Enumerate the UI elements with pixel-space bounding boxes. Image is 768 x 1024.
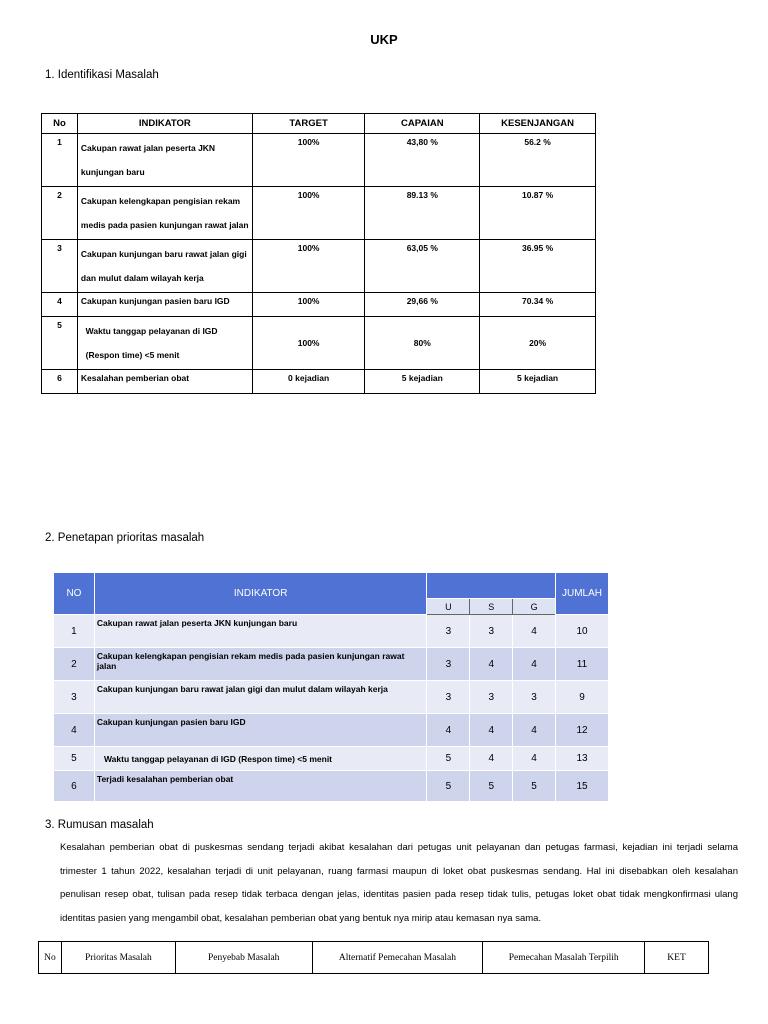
header-u: U xyxy=(427,599,470,615)
table-header-row xyxy=(42,114,596,134)
table-row xyxy=(42,293,596,317)
row-no: 2 xyxy=(42,187,78,240)
row-target: 0 kejadian xyxy=(252,370,365,394)
row-kesenjangan: 56.2 % xyxy=(480,134,596,187)
table-row xyxy=(54,648,609,681)
row-target: 100% xyxy=(252,317,365,370)
row-jumlah: 10 xyxy=(556,615,609,648)
table-row xyxy=(42,317,596,370)
header-capaian: CAPAIAN xyxy=(365,114,480,134)
row-s: 4 xyxy=(470,648,513,681)
header-usg-group xyxy=(427,573,556,599)
row-no: 6 xyxy=(54,771,95,802)
row-indikator: Waktu tanggap pelayanan di IGD (Respon time) <5 menit xyxy=(77,317,252,370)
row-no: 3 xyxy=(54,681,95,714)
header-s: S xyxy=(470,599,513,615)
row-no: 5 xyxy=(42,317,78,370)
row-g: 3 xyxy=(513,681,556,714)
row-g: 4 xyxy=(513,615,556,648)
row-indikator: Waktu tanggap pelayanan di IGD (Respon time) <5 menit xyxy=(94,747,427,771)
row-u: 5 xyxy=(427,747,470,771)
identification-table xyxy=(41,113,596,394)
priority-table xyxy=(53,572,609,802)
header-no: NO xyxy=(54,573,95,615)
row-jumlah: 15 xyxy=(556,771,609,802)
table-header-row xyxy=(54,573,609,599)
row-kesenjangan: 70.34 % xyxy=(480,293,596,317)
header-indikator: INDIKATOR xyxy=(77,114,252,134)
section3-heading: 3. Rumusan masalah xyxy=(45,819,154,831)
header-ket: KET xyxy=(645,942,709,974)
row-s: 3 xyxy=(470,615,513,648)
table-row xyxy=(54,771,609,802)
row-target: 100% xyxy=(252,134,365,187)
row-no: 4 xyxy=(54,714,95,747)
row-indikator: Cakupan kunjungan baru rawat jalan gigi dan mulut dalam wilayah kerja xyxy=(94,681,427,714)
row-target: 100% xyxy=(252,187,365,240)
header-alternatif-pemecahan: Alternatif Pemecahan Masalah xyxy=(312,942,483,974)
table-row xyxy=(54,747,609,771)
row-indikator: Kesalahan pemberian obat xyxy=(77,370,252,394)
row-kesenjangan: 10.87 % xyxy=(480,187,596,240)
header-target: TARGET xyxy=(252,114,365,134)
row-capaian: 89.13 % xyxy=(365,187,480,240)
row-indikator: Cakupan kunjungan baru rawat jalan gigi dan mulut dalam wilayah kerja xyxy=(77,240,252,293)
table-row xyxy=(42,240,596,293)
row-indikator: Terjadi kesalahan pemberian obat xyxy=(94,771,427,802)
header-jumlah: JUMLAH xyxy=(556,573,609,615)
row-indikator: Cakupan rawat jalan peserta JKN kunjungan baru xyxy=(94,615,427,648)
row-g: 4 xyxy=(513,714,556,747)
row-target: 100% xyxy=(252,240,365,293)
row-capaian: 29,66 % xyxy=(365,293,480,317)
row-jumlah: 13 xyxy=(556,747,609,771)
row-no: 2 xyxy=(54,648,95,681)
header-indikator: INDIKATOR xyxy=(94,573,427,615)
row-u: 3 xyxy=(427,648,470,681)
row-no: 3 xyxy=(42,240,78,293)
table-row xyxy=(42,134,596,187)
problem-solving-table xyxy=(38,941,709,974)
row-s: 4 xyxy=(470,714,513,747)
row-no: 5 xyxy=(54,747,95,771)
row-target: 100% xyxy=(252,293,365,317)
row-no: 1 xyxy=(42,134,78,187)
header-no: No xyxy=(39,942,62,974)
header-penyebab-masalah: Penyebab Masalah xyxy=(175,942,312,974)
table-row xyxy=(54,681,609,714)
row-kesenjangan: 5 kejadian xyxy=(480,370,596,394)
row-kesenjangan: 36.95 % xyxy=(480,240,596,293)
row-u: 3 xyxy=(427,615,470,648)
row-no: 1 xyxy=(54,615,95,648)
section1-heading: 1. Identifikasi Masalah xyxy=(45,69,159,81)
header-g: G xyxy=(513,599,556,615)
row-capaian: 80% xyxy=(365,317,480,370)
row-u: 4 xyxy=(427,714,470,747)
row-kesenjangan: 20% xyxy=(480,317,596,370)
row-no: 4 xyxy=(42,293,78,317)
row-u: 3 xyxy=(427,681,470,714)
row-g: 5 xyxy=(513,771,556,802)
row-indikator: Cakupan rawat jalan peserta JKN kunjungan baru xyxy=(77,134,252,187)
row-indikator: Cakupan kunjungan pasien baru IGD xyxy=(94,714,427,747)
table-header-row xyxy=(39,942,709,974)
row-jumlah: 9 xyxy=(556,681,609,714)
table-row xyxy=(42,187,596,240)
row-indikator: Cakupan kelengkapan pengisian rekam medis pada pasien kunjungan rawat jalan xyxy=(94,648,427,681)
row-indikator: Cakupan kelengkapan pengisian rekam medis pada pasien kunjungan rawat jalan xyxy=(77,187,252,240)
header-kesenjangan: KESENJANGAN xyxy=(480,114,596,134)
row-capaian: 43,80 % xyxy=(365,134,480,187)
page-title: UKP xyxy=(370,32,398,47)
row-s: 3 xyxy=(470,681,513,714)
table-row xyxy=(42,370,596,394)
row-s: 5 xyxy=(470,771,513,802)
table-row xyxy=(54,714,609,747)
row-indikator: Cakupan kunjungan pasien baru IGD xyxy=(77,293,252,317)
problem-statement-paragraph: Kesalahan pemberian obat di puskesmas sendang terjadi akibat kesalahan dari petugas unit pelayanan dan petugas farmasi, kejadian ini terjadi selama trimester 1 tahun 2022, kesalahan terjadi di unit pelayanan, ruang farmasi maupun di loket obat puskesmas sendang. Hal ini disebabkan oleh kesalahan penulisan resep obat, tulisan pada resep tidak terbaca dengan jelas, identitas pasien pada resep tidak tulis, petugas loket obat tidak mengkonfirmasi ulang identitas pasien yang mengambil obat, kesalahan pemberian obat yang bentuk nya mirip atau kemasan nya sama. xyxy=(60,842,738,924)
row-s: 4 xyxy=(470,747,513,771)
row-g: 4 xyxy=(513,648,556,681)
header-prioritas-masalah: Prioritas Masalah xyxy=(61,942,175,974)
section2-heading: 2. Penetapan prioritas masalah xyxy=(45,532,205,544)
row-jumlah: 12 xyxy=(556,714,609,747)
row-no: 6 xyxy=(42,370,78,394)
row-capaian: 63,05 % xyxy=(365,240,480,293)
header-no: No xyxy=(42,114,78,134)
row-g: 4 xyxy=(513,747,556,771)
row-u: 5 xyxy=(427,771,470,802)
table-row xyxy=(54,615,609,648)
header-pemecahan-terpilih: Pemecahan Masalah Terpilih xyxy=(483,942,645,974)
row-jumlah: 11 xyxy=(556,648,609,681)
row-capaian: 5 kejadian xyxy=(365,370,480,394)
